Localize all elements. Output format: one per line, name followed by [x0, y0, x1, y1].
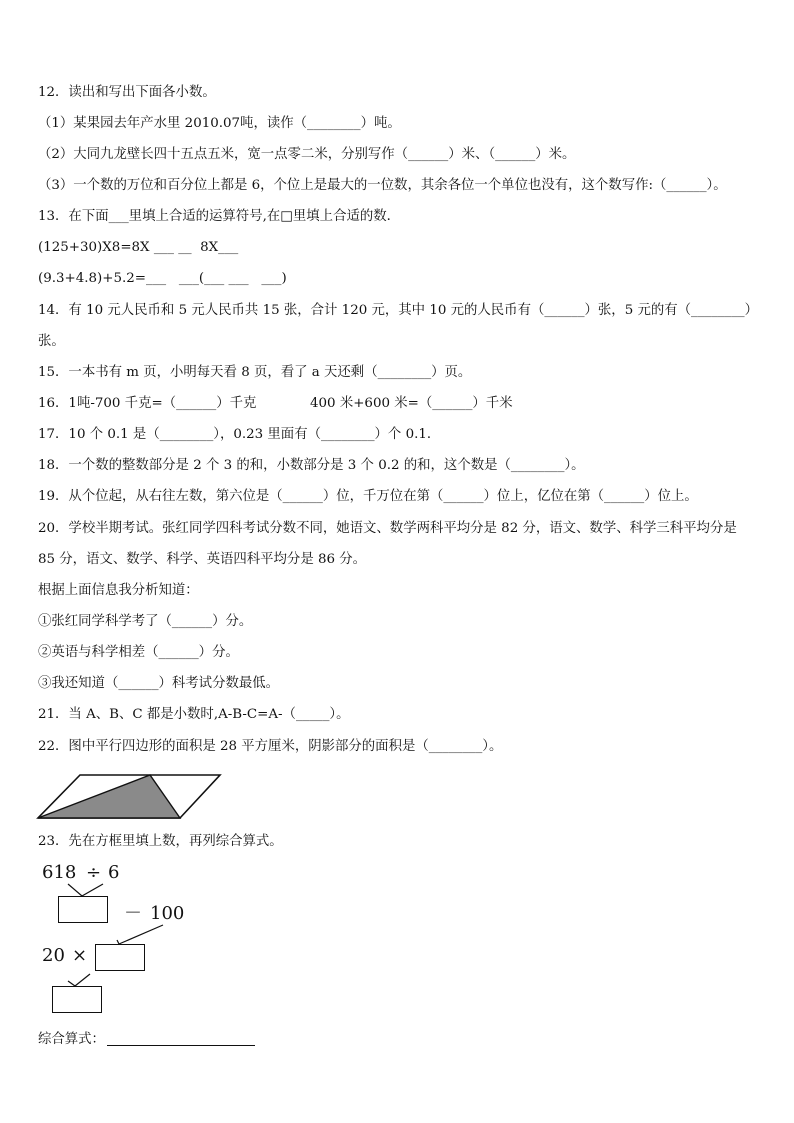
q20-item2: ②英语与科学相差（______）分。 [38, 645, 239, 660]
q14-line2: 张。 [38, 334, 65, 349]
shaded-triangle [38, 775, 180, 818]
calc-6: 6 [108, 862, 120, 883]
q17-text: 17．10 个 0.1 是（________），0.23 里面有（________）个 0.1． [38, 427, 441, 442]
answer-box-3[interactable] [52, 986, 102, 1013]
calc-618: 618 [42, 862, 77, 883]
calc-100: 100 [150, 903, 185, 924]
q19-text: 19．从个位起，从右往左数，第六位是（______）位，千万位在第（______）位上，亿位在第（______）位上。 [38, 489, 698, 504]
q13-line1: (125+30)X8=8X ___ __ 8X___ [38, 240, 239, 255]
q12-part1: （1）某果园去年产水里 2010.07吨，读作（________）吨。 [38, 116, 401, 131]
q12-part3: （3）一个数的万位和百分位上都是 6，个位上是最大的一位数，其余各位一个单位也没有，这个数写作:（______）。 [38, 178, 727, 193]
parallelogram-outline [38, 775, 220, 818]
q20-item1: ①张红同学科学考了（______）分。 [38, 614, 253, 629]
q12-title: 12．读出和写出下面各小数。 [38, 85, 216, 100]
q12-part2: （2）大同九龙壁长四十五点五米，宽一点零二米，分别写作（______）米、（______）米。 [38, 147, 576, 162]
q13-line2: (9.3+4.8)+5.2=___ ___(___ ___ ___) [38, 271, 287, 286]
final-expression-label: 综合算式： [38, 1032, 105, 1047]
q22-text: 22．图中平行四边形的面积是 28 平方厘米，阴影部分的面积是（________）。 [38, 739, 503, 754]
q20-item3: ③我还知道（______）科考试分数最低。 [38, 676, 280, 691]
q15-text: 15．一本书有 m 页，小明每天看 8 页，看了 a 天还剩（________）页。 [38, 365, 472, 380]
calc-minus-sign: － [124, 903, 142, 924]
q20-line1: 20．学校半期考试。张红同学四科考试分数不同，她语文、数学两科平均分是 82 分，语文、数学、科学三科平均分是 [38, 521, 737, 536]
calc-divide-sign: ÷ [86, 862, 102, 883]
calc-times-sign: × [72, 945, 88, 966]
q16-part1: 16．1吨-700 千克=（______）千克 [38, 396, 257, 411]
q16-part2: 400 米+600 米=（______）千米 [310, 396, 513, 411]
q13-title: 13．在下面___里填上合适的运算符号,在□里填上合适的数． [38, 209, 401, 224]
final-expression-answer-line[interactable] [107, 1045, 255, 1046]
q20-line2: 85 分，语文、数学、科学、英语四科平均分是 86 分。 [38, 552, 367, 567]
q14-line1: 14．有 10 元人民币和 5 元人民币共 15 张，合计 120 元，其中 10 元的人民币有（______）张，5 元的有（________） [38, 303, 758, 318]
q21-text: 21．当 A、B、C 都是小数时,A-B-C=A-（_____）。 [38, 707, 350, 722]
answer-box-2[interactable] [95, 944, 145, 971]
calc-20: 20 [42, 945, 65, 966]
q23-title: 23．先在方框里填上数，再列综合算式。 [38, 834, 283, 849]
answer-box-1[interactable] [58, 896, 108, 923]
q20-intro: 根据上面信息我分析知道： [38, 583, 199, 598]
q18-text: 18．一个数的整数部分是 2 个 3 的和，小数部分是 3 个 0.2 的和，这个数是（________）。 [38, 458, 585, 473]
